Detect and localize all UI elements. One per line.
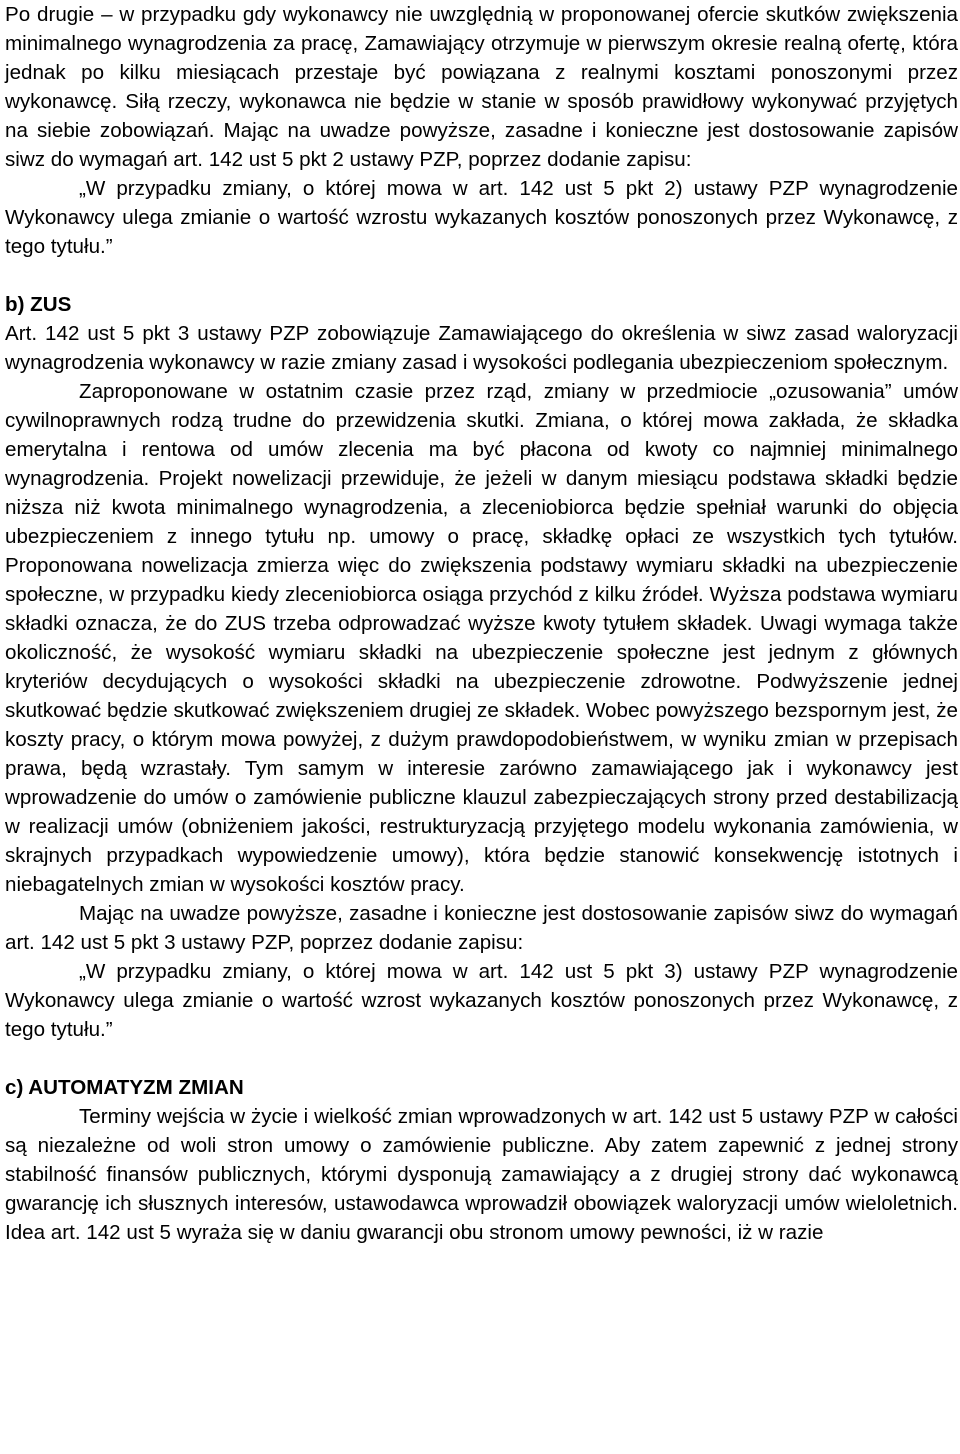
section-heading-automatyzm: c) AUTOMATYZM ZMIAN	[5, 1076, 244, 1099]
section-heading-zus: b) ZUS	[5, 293, 72, 316]
paragraph-po-drugie: Po drugie – w przypadku gdy wykonawcy nie uwzględnią w proponowanej ofercie skutków zwiększenia minimalnego wynagrodzenia za pracę, Zamawiający otrzymuje w pierwszym okresie realną ofertę, która jednak po kilku miesiącach przestaje być powiązana z realnymi kosztami ponoszonymi przez wykonawcę. Siłą rzeczy, wykonawca nie będzie w stanie w sposób prawidłowy wykonywać przyjętych na siebie zobowiązań. Mając na uwadze powyższe, zasadne i konieczne jest dostosowanie zapisów siwz do wymagań art. 142 ust 5 pkt 2 ustawy PZP, poprzez dodanie zapisu:	[5, 3, 958, 171]
quote-pkt-3: „W przypadku zmiany, o której mowa w art. 142 ust 5 pkt 3) ustawy PZP wynagrodzenie Wykonawcy ulega zmianie o wartość wzrost wykazanych kosztów ponoszonych przez Wykonawcę, z tego tytułu.”	[5, 960, 958, 1041]
spacer	[5, 1044, 958, 1073]
quote-pkt-2: „W przypadku zmiany, o której mowa w art. 142 ust 5 pkt 2) ustawy PZP wynagrodzenie Wykonawcy ulega zmianie o wartość wzrostu wykazanych kosztów ponoszonych przez Wykonawcę, z tego tytułu.”	[5, 177, 958, 258]
paragraph-art-142-pkt-3: Art. 142 ust 5 pkt 3 ustawy PZP zobowiązuje Zamawiającego do określenia w siwz zasad waloryzacji wynagrodzenia wykonawcy w razie zmiany zasad i wysokości podlegania ubezpieczeniom społecznym.	[5, 322, 958, 374]
document-page	[5, 0, 958, 1247]
paragraph-terminy: Terminy wejścia w życie i wielkość zmian wprowadzonych w art. 142 ust 5 ustawy PZP w całości są niezależne od woli stron umowy o zamówienie publiczne. Aby zatem zapewnić z jednej strony stabilność finansów publicznych, którymi dysponują zamawiający a z drugiej strony dać wykonawcą gwarancję ich słusznych interesów, ustawodawca wprowadził obowiązek waloryzacji umów wieloletnich. Idea art. 142 ust 5 wyraża się w daniu gwarancji obu stronom umowy pewności, iż w razie	[5, 1105, 958, 1244]
paragraph-ozusowanie: Zaproponowane w ostatnim czasie przez rząd, zmiany w przedmiocie „ozusowania” umów cywilnoprawnych rodzą trudne do przewidzenia skutki. Zmiana, o której mowa zakłada, że składka emerytalna i rentowa od umów zlecenia ma być płacona od kwoty co najmniej minimalnego wynagrodzenia. Projekt nowelizacji przewiduje, że jeżeli w danym miesiącu podstawa składki będzie niższa niż kwota minimalnego wynagrodzenia, a zleceniobiorca będzie spełniał warunki do objęcia ubezpieczeniem z innego tytułu np. umowy o pracę, składkę opłaci ze wszystkich tych tytułów. Proponowana nowelizacja zmierza więc do zwiększenia podstawy wymiaru składki na ubezpieczenie społeczne, w przypadku kiedy zleceniobiorca osiąga przychód z kilku źródeł. Wyższa podstawa wymiaru składki oznacza, że do ZUS trzeba odprowadzać wyższe kwoty tytułem składek. Uwagi wymaga także okoliczność, że wysokość wymiaru składki na ubezpieczenie społeczne jest jednym z głównych kryteriów decydujących o wysokości składki na ubezpieczenie zdrowotne. Podwyższenie jednej skutkować będzie skutkować zwiększeniem drugiej ze składek. Wobec powyższego bezspornym jest, że koszty pracy, o którym mowa powyżej, z dużym prawdopodobieństwem, w wyniku zmian w przepisach prawa, będą wzrastały. Tym samym w interesie zarówno zamawiającego jak i wykonawcy jest wprowadzenie do umów o zamówienie publiczne klauzul zabezpieczających strony przed destabilizacją w realizacji umów (obniżeniem jakości, restrukturyzacją przyjętego modelu wykonania zamówienia, w skrajnych przypadkach wypowiedzenie umowy), która będzie stanowić konsekwencję istotnych i niebagatelnych zmian w wysokości kosztów pracy.	[5, 380, 958, 896]
paragraph-majac-na-uwadze: Mając na uwadze powyższe, zasadne i konieczne jest dostosowanie zapisów siwz do wymagań art. 142 ust 5 pkt 3 ustawy PZP, poprzez dodanie zapisu:	[5, 902, 958, 954]
spacer	[5, 261, 958, 290]
